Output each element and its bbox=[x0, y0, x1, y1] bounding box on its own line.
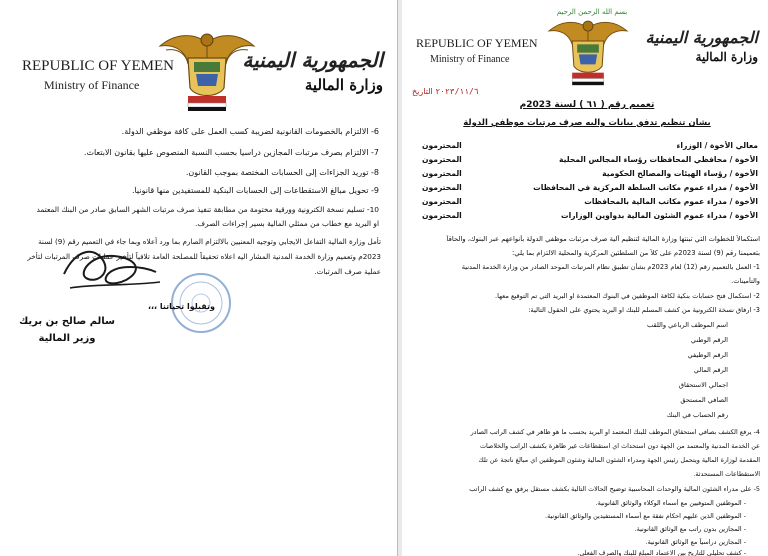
point-4-line: عن الخدمة المدنية والمعتمد من الجهة دون استحداث اي استقطاعات غير ظاهرة بكشف الراتب والخلاصات bbox=[479, 442, 760, 450]
signatory-title: وزير المالية bbox=[38, 333, 96, 344]
point-4-line: 4- يرفع الكشف بصافي استحقاق الموظف للبنك المعتمد او البريد بحسب ما هو ظاهر في كشف الراتب الصادر bbox=[470, 428, 760, 436]
case-item: - المجازين دراسياً مع الوثائق القانونية. bbox=[645, 538, 746, 546]
case-item: - الموظفين الذين عليهم احكام نفقة مع أسماء المستفيدين والوثائق القانونية. bbox=[545, 512, 746, 520]
closing-paragraph-line: 2023م وتعميم وزارة الخدمة المدنية المشار اليه اعلاه تحقيقاً للمصلحة العامة تلافياً لتأخير عمليات صرف المرتبات لتأخر bbox=[27, 252, 381, 261]
case-item: - المجازين بدون راتب مع الوثائق القانونية. bbox=[634, 525, 746, 533]
arabic-country-name: الجمهورية اليمنية bbox=[645, 28, 758, 47]
arabic-letterhead bbox=[242, 48, 383, 94]
addressee-honorific: المحترمون bbox=[422, 197, 462, 206]
point-4-line: المقدمة لوزارة المالية ويتحمل رئيس الجهة ومدراء الشئون المالية وشئون الموظفين اي مبالغ ناتجة عن تلك bbox=[478, 456, 760, 464]
numbered-item-continuation: او البريد مع خطاب من ممثلي المالية بسير إجراءات الصرف. bbox=[195, 219, 379, 228]
point-3: 3- ارفاق نسخة الكترونية من كشف المسلم للبنك او البريد يحتوي على الحقول التالية: bbox=[528, 306, 760, 314]
closing-paragraph-line: عملية صرف المرتبات. bbox=[314, 267, 381, 276]
addressee: الأخوة / مدراء عموم مكاتب السلطة المركزية في المحافظات bbox=[533, 183, 758, 192]
basmala: بسم الله الرحمن الرحيم bbox=[556, 8, 628, 16]
case-item: - كشف تحليلي للتاريخ بين الاعتماد المبلغ للبنك والصرف الفعلي. bbox=[577, 549, 746, 556]
date-value: ٢٠٢٣/١١/٦ bbox=[435, 87, 479, 96]
english-country-name: REPUBLIC OF YEMEN bbox=[416, 36, 538, 50]
english-letterhead bbox=[416, 36, 538, 65]
point-2: 2- استكمال فتح حسابات بنكية لكافة الموظفين في البنوك المعتمدة او البريد التي تم التوقيع معها. bbox=[495, 292, 760, 300]
addressee: الأخوة / مدراء عموم الشئون المالية بدواوين الوزارات bbox=[560, 211, 758, 220]
addressee-honorific: المحترمون bbox=[422, 141, 462, 150]
field-item: اسم الموظف الرباعي واللقب bbox=[647, 321, 728, 329]
arabic-ministry-name: وزارة المالية bbox=[695, 50, 758, 64]
date-label: التاريخ bbox=[412, 87, 433, 96]
point-5: 5- على مدراء الشئون المالية والوحدات المحاسبية توضيح الحالات التالية بكشف مستقل يرفق مع كشف الراتب bbox=[469, 485, 760, 493]
intro-line: بتعميمنا رقم (9) لسنة 2023م على كلاً من السلطتين المركزية والمحلية الالتزام بما يلي: bbox=[512, 249, 760, 257]
yemen-eagle-emblem bbox=[544, 16, 632, 86]
addressee: الأخوة / محافظي المحافظات رؤساء المجالس المحلية bbox=[559, 155, 758, 164]
addressee-honorific: المحترمون bbox=[422, 211, 462, 220]
english-letterhead bbox=[22, 58, 174, 93]
signatory-name: سالم صالح بن بريك bbox=[19, 316, 115, 327]
circular-page-1 bbox=[402, 0, 768, 556]
numbered-item: 8- توريد الجزاءات إلى الحسابات المختصة بموجب القانون. bbox=[185, 168, 379, 177]
field-item: الرقم الوطني bbox=[690, 336, 728, 344]
field-item: الرقم المالي bbox=[693, 366, 728, 374]
numbered-item: 10- تسليم نسخة الكترونية وورقية مختومة من مطابقة تنفيذ صرف مرتبات الشهر السابق صادر من البنك المعتمد bbox=[36, 205, 379, 214]
arabic-ministry-name: وزارة المالية bbox=[304, 76, 383, 94]
point-1: 1- العمل بالتعميم رقم (12) لعام 2023م بشأن تطبيق نظام المرتبات الموحد الصادر من وزارة الخدمة المدنية bbox=[461, 263, 760, 271]
yemen-eagle-emblem bbox=[158, 28, 256, 112]
handwritten-signature bbox=[56, 240, 166, 300]
closing-paragraph-line: تأمل وزارة المالية التفاعل الايجابي وتوجيه المعنيين بالالتزام الصارم بما ورد أعلاه وبما جاء في التعميم رقم (9) لسنة bbox=[38, 237, 381, 246]
case-item: - الموظفين المتوفيين مع أسماء الوكلاء والوثائق القانونية. bbox=[595, 499, 746, 507]
circular-subject: بشأن تنظيم تدفق بيانات واليه صرف مرتبات موظفي الدولة bbox=[463, 118, 711, 128]
field-item: رقم الحساب في البنك bbox=[666, 411, 728, 419]
intro-line: استكمالاً للخطوات التي تبنتها وزارة المالية لتنظيم آلية صرف مرتبات موظفي الدولة بأنواعهم عبر البنوك، والحاقاً bbox=[446, 235, 760, 243]
arabic-letterhead bbox=[646, 28, 759, 64]
numbered-item: 6- الالتزام بالخصومات القانونية لضريبة كسب العمل على كافة موظفي الدولة. bbox=[121, 127, 379, 136]
english-ministry-name: Ministry of Finance bbox=[44, 78, 140, 92]
english-country-name: REPUBLIC OF YEMEN bbox=[22, 58, 174, 74]
addressee: معالي الأخوة / الوزراء bbox=[676, 141, 758, 150]
point-1-continuation: والتأمينات. bbox=[731, 277, 760, 285]
addressee: الأخوة / مدراء عموم مكاتب المالية بالمحافظات bbox=[584, 197, 758, 206]
english-ministry-name: Ministry of Finance bbox=[430, 54, 510, 65]
circular-number: تعميم رقم ( ٦١ ) لسنة 2023م bbox=[519, 100, 655, 110]
field-item: اجمالي الاستحقاق bbox=[678, 381, 728, 389]
field-item: الصافي المستحق bbox=[680, 396, 728, 404]
numbered-item: 7- الالتزام بصرف مرتبات المجازين دراسياً بحسب النسبة المنصوص عليها بقانون الابتعاث. bbox=[83, 148, 379, 157]
addressee-honorific: المحترمون bbox=[422, 183, 462, 192]
addressee-honorific: المحترمون bbox=[422, 169, 462, 178]
field-item: الرقم الوظيفي bbox=[687, 351, 728, 359]
addressee: الأخوة / رؤساء الهيئات والمصالح الحكومية bbox=[602, 169, 758, 178]
regards: وتقبلوا تحياتنا ،،، bbox=[147, 302, 215, 311]
numbered-item: 9- تحويل مبالغ الاستقطاعات إلى الحسابات البنكية للمستفيدين منها قانونياً. bbox=[131, 186, 379, 195]
date-line bbox=[408, 87, 518, 96]
addressee-honorific: المحترمون bbox=[422, 155, 462, 164]
arabic-country-name: الجمهورية اليمنية bbox=[242, 48, 383, 72]
point-4-line: الاستقطاعات المستحدثة. bbox=[693, 470, 760, 478]
